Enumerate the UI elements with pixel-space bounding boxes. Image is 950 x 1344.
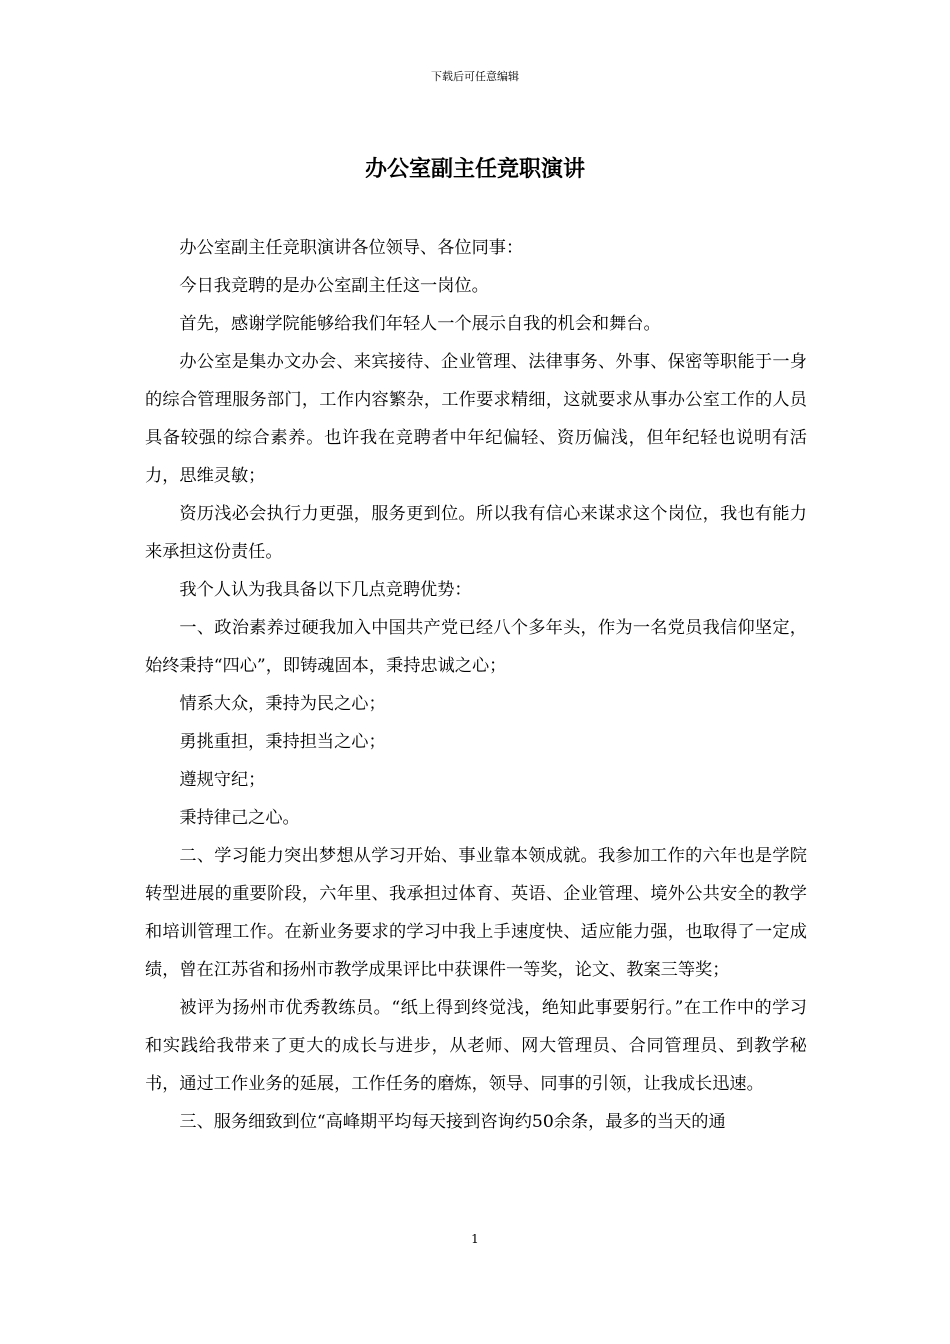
paragraph: 三、服务细致到位“高峰期平均每天接到咨询约50余条，最多的当天的通 — [179, 1112, 726, 1132]
paragraph: 一、政治素养过硬我加入中国共产党已经八个多年头，作为一名党员我信仰坚定，始终秉持“四心”，即铸魂固本，秉持忠诚之心； — [145, 618, 807, 676]
body-text — [145, 229, 807, 1141]
paragraph: 首先，感谢学院能够给我们年轻人一个展示自我的机会和舞台。 — [179, 314, 661, 334]
paragraph: 被评为扬州市优秀教练员。“纸上得到终觉浅，绝知此事要躬行。”在工作中的学习和实践给我带来了更大的成长与进步，从老师、网大管理员、合同管理员、到教学秘书，通过工作业务的延展，工作任务的磨炼，领导、同事的引领，让我成长迅速。 — [145, 998, 807, 1094]
paragraph: 资历浅必会执行力更强，服务更到位。所以我有信心来谋求这个岗位，我也有能力来承担这份责任。 — [145, 504, 807, 562]
paragraph: 办公室副主任竞职演讲各位领导、各位同事： — [179, 238, 524, 258]
paragraph: 遵规守纪； — [179, 770, 266, 790]
header-note: 下载后可任意编辑 — [431, 70, 519, 83]
paragraph: 办公室是集办文办会、来宾接待、企业管理、法律事务、外事、保密等职能于一身的综合管理服务部门，工作内容繁杂，工作要求精细，这就要求从事办公室工作的人员具备较强的综合素养。也许我在竞聘者中年纪偏轻、资历偏浅，但年纪轻也说明有活力，思维灵敏； — [145, 352, 807, 486]
paragraph: 秉持律己之心。 — [179, 808, 300, 828]
paragraph: 我个人认为我具备以下几点竞聘优势： — [179, 580, 472, 600]
paragraph: 今日我竞聘的是办公室副主任这一岗位。 — [179, 276, 489, 296]
paragraph: 勇挑重担，秉持担当之心； — [179, 732, 386, 752]
paragraph: 情系大众，秉持为民之心； — [179, 694, 386, 714]
paragraph: 二、学习能力突出梦想从学习开始、事业靠本领成就。我参加工作的六年也是学院转型进展的重要阶段，六年里、我承担过体育、英语、企业管理、境外公共安全的教学和培训管理工作。在新业务要求的学习中我上手速度快、适应能力强，也取得了一定成绩，曾在江苏省和扬州市教学成果评比中获课件一等奖，论文、教案三等奖； — [145, 846, 807, 980]
page-number: 1 — [471, 1232, 479, 1246]
document-title: 办公室副主任竞职演讲 — [364, 156, 585, 182]
